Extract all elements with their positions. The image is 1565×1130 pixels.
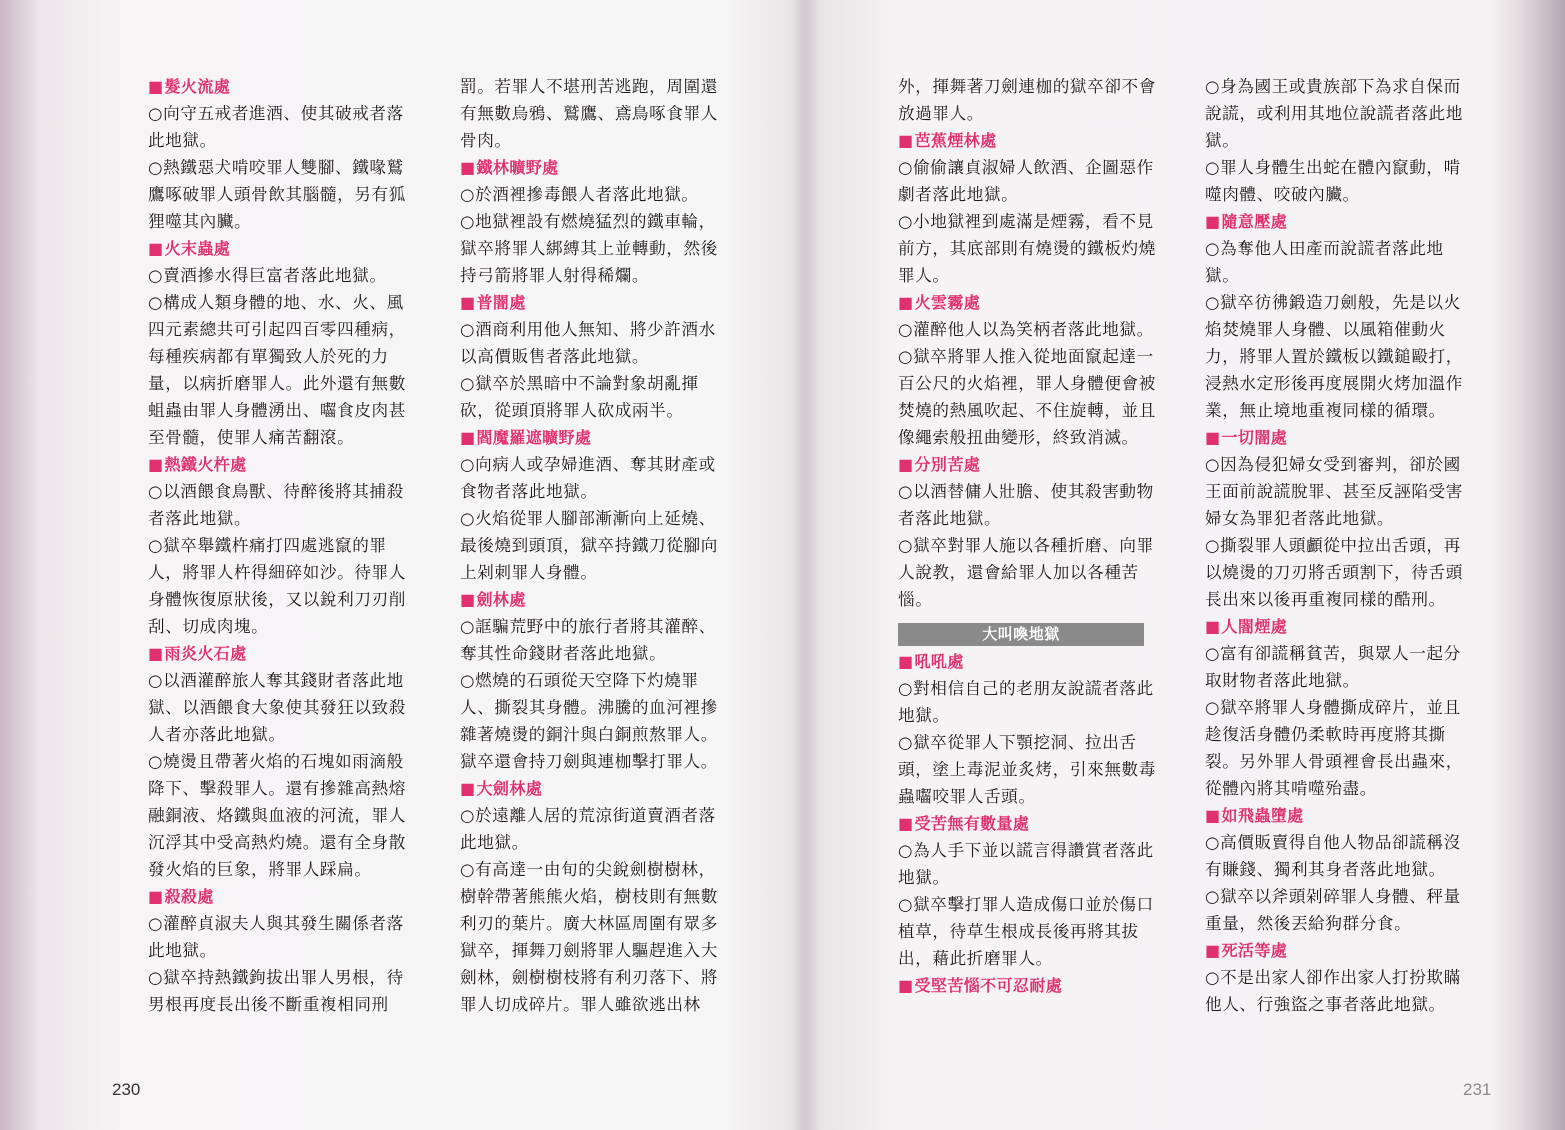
section-heading-text: 火雲霧處	[914, 293, 981, 312]
body-text-line: 裂。另外罪人骨頭裡會長出蟲來，	[1205, 752, 1463, 771]
body-text-line: 婦女為罪犯者落此地獄。	[1205, 509, 1395, 528]
square-bullet-icon: ■	[1205, 941, 1221, 960]
body-text-line: 獄。	[1205, 131, 1240, 150]
section-heading	[1205, 208, 1467, 235]
body-text-line: ○灌醉他人以為笑柄者落此地獄。	[898, 320, 1154, 339]
body-text-line: 劍林，劍樹樹枝將有利刃落下、將	[460, 968, 718, 987]
body-text-line: ○構成人類身體的地、水、火、風	[148, 293, 404, 312]
body-text-line: 發火焰的巨象，將罪人踩扁。	[148, 860, 372, 879]
body-text-line: 刮、切成肉塊。	[148, 617, 269, 636]
body-text-line: ○於遠離人居的荒涼街道賣酒者落	[460, 806, 716, 825]
section-heading	[898, 289, 1160, 316]
square-bullet-icon: ■	[148, 887, 164, 906]
body-text-line: 浸熱水定形後再度展開火烤加溫作	[1205, 374, 1463, 393]
body-text-line: 骨肉。	[460, 131, 512, 150]
body-text-line: ○於酒裡摻毒餵人者落此地獄。	[460, 185, 699, 204]
body-text-line: ○罪人身體生出蛇在體內竄動，啃	[1205, 158, 1461, 177]
body-text-line: 以高價販售者落此地獄。	[460, 347, 650, 366]
body-text-line: 罰。若罪人不堪刑苦逃跑，周圍還	[460, 77, 718, 96]
body-text-line: ○獄卒舉鐵杵痛打四處逃竄的罪	[148, 536, 387, 555]
body-text-line: 狸噬其內臟。	[148, 212, 252, 231]
body-text-line: 蛆蟲由罪人身體湧出、囓食皮肉甚	[148, 401, 406, 420]
square-bullet-icon: ■	[898, 976, 914, 995]
body-text-line: ○身為國王或貴族部下為求自保而	[1205, 77, 1461, 96]
body-text-line: ○燒燙且帶著火焰的石塊如雨滴般	[148, 752, 404, 771]
square-bullet-icon: ■	[898, 652, 914, 671]
square-bullet-icon: ■	[460, 779, 476, 798]
body-text-line: ○向守五戒者進酒、使其破戒者落	[148, 104, 404, 123]
body-text-line: ○地獄裡設有燃燒猛烈的鐵車輪，	[460, 212, 716, 231]
body-text-line: ○熱鐵惡犬啃咬罪人雙腳、鐵喙鷲	[148, 158, 404, 177]
body-text-line: ○火焰從罪人腳部漸漸向上延燒、	[460, 509, 716, 528]
body-text-line: 以燒燙的刀刃將舌頭割下，待舌頭	[1205, 563, 1463, 582]
body-text-line: 頭，塗上毒泥並炙烤，引來無數毒	[898, 760, 1156, 779]
body-text-line: 獄卒將罪人綁縛其上並轉動，然後	[460, 239, 718, 258]
right-page	[805, 0, 1565, 1130]
body-text-line: 奪其性命錢財者落此地獄。	[460, 644, 667, 663]
body-text-line: 雜著燒燙的銅汁與白銅煎熬罪人。	[460, 725, 718, 744]
body-text-line: 地獄。	[898, 706, 950, 725]
body-text-line: ○以酒替傭人壯膽、使其殺害動物	[898, 482, 1154, 501]
section-heading-text: 一切闇處	[1221, 428, 1288, 447]
body-text-line: 惱。	[898, 590, 933, 609]
body-text-line: ○以酒灌醉旅人奪其錢財者落此地	[148, 671, 404, 690]
body-text-line: 趁復活身體仍柔軟時再度將其撕	[1205, 725, 1446, 744]
body-text-line: ○獄卒於黑暗中不論對象胡亂揮	[460, 374, 699, 393]
square-bullet-icon: ■	[898, 131, 914, 150]
body-text-line: 從體內將其啃噬殆盡。	[1205, 779, 1377, 798]
section-heading	[460, 289, 722, 316]
left-page-column-1	[148, 73, 410, 1018]
square-bullet-icon: ■	[898, 814, 914, 833]
section-heading-text: 劍林處	[476, 590, 526, 609]
section-heading	[148, 451, 410, 478]
section-heading-text: 隨意壓處	[1221, 212, 1288, 231]
square-bullet-icon: ■	[148, 644, 164, 663]
body-text-line: ○灌醉貞淑夫人與其發生關係者落	[148, 914, 404, 933]
body-text-line: 王面前說謊脫罪、甚至反誣陷受害	[1205, 482, 1463, 501]
body-text-line: 每種疾病都有單獨致人於死的力	[148, 347, 389, 366]
section-heading-text: 雨炎火石處	[164, 644, 247, 663]
section-heading	[1205, 802, 1467, 829]
section-heading-text: 分別苦處	[914, 455, 981, 474]
body-text-line: 劇者落此地獄。	[898, 185, 1019, 204]
section-heading	[460, 586, 722, 613]
body-text-line: 利刃的葉片。廣大林區周圍有眾多	[460, 914, 718, 933]
section-heading-text: 鐵林曠野處	[476, 158, 559, 177]
body-text-line: 量，以病折磨罪人。此外還有無數	[148, 374, 406, 393]
section-heading-text: 芭蕉煙林處	[914, 131, 997, 150]
body-text-line: 有無數烏鴉、鷲鷹、鳶鳥啄食罪人	[460, 104, 718, 123]
section-heading-text: 如飛蟲墮處	[1221, 806, 1304, 825]
body-text-line: 有賺錢、獨利其身者落此地獄。	[1205, 860, 1446, 879]
body-text-line: 百公尺的火焰裡，罪人身體便會被	[898, 374, 1156, 393]
body-text-line: 此地獄。	[460, 833, 529, 852]
body-text-line: 獄、以酒餵食大象使其發狂以致殺	[148, 698, 406, 717]
square-bullet-icon: ■	[460, 428, 476, 447]
section-heading	[460, 154, 722, 181]
body-text-line: ○以酒餵食鳥獸、待醉後將其捕殺	[148, 482, 404, 501]
section-heading-text: 死活等處	[1221, 941, 1288, 960]
section-heading-text: 大劍林處	[476, 779, 543, 798]
body-text-line: 獄。	[1205, 266, 1240, 285]
section-heading-text: 閻魔羅遮曠野處	[476, 428, 592, 447]
section-heading	[148, 883, 410, 910]
body-text-line: ○獄卒將罪人身體撕成碎片，並且	[1205, 698, 1461, 717]
section-heading-text: 火末蟲處	[164, 239, 231, 258]
right-page-column-2	[1205, 73, 1467, 1018]
body-text-line: 四元素總共可引起四百零四種病，	[148, 320, 406, 339]
body-text-line: 蟲囓咬罪人舌頭。	[898, 787, 1036, 806]
body-text-line: 噬肉體、咬破內臟。	[1205, 185, 1360, 204]
section-heading	[898, 810, 1160, 837]
body-text-line: 者落此地獄。	[898, 509, 1002, 528]
body-text-line: 取財物者落此地獄。	[1205, 671, 1360, 690]
body-text-line: ○撕裂罪人頭顱從中拉出舌頭，再	[1205, 536, 1461, 555]
square-bullet-icon: ■	[460, 590, 476, 609]
section-heading-text: 受堅苦惱不可忍耐處	[914, 976, 1063, 995]
chapter-band-title: 大叫喚地獄	[898, 623, 1144, 646]
body-text-line: ○不是出家人卻作出家人打扮欺瞞	[1205, 968, 1461, 987]
body-text-line: ○獄卒彷彿鍛造刀劍般，先是以火	[1205, 293, 1461, 312]
body-text-line: 砍，從頭頂將罪人砍成兩半。	[460, 401, 684, 420]
body-text-line: ○獄卒將罪人推入從地面竄起達一	[898, 347, 1154, 366]
square-bullet-icon: ■	[148, 239, 164, 258]
section-heading	[898, 451, 1160, 478]
body-text-line: 放過罪人。	[898, 104, 984, 123]
section-heading-text: 吼吼處	[914, 652, 964, 671]
body-text-line: 人、撕裂其身體。沸騰的血河裡摻	[460, 698, 718, 717]
body-text-line: ○獄卒持熱鐵鉤拔出罪人男根，待	[148, 968, 404, 987]
body-text-line: ○獄卒以斧頭剁碎罪人身體、秤量	[1205, 887, 1461, 906]
body-text-line: 融銅液、烙鐵與血液的河流，罪人	[148, 806, 406, 825]
square-bullet-icon: ■	[1205, 428, 1221, 447]
body-text-line: 降下、擊殺罪人。還有摻雜高熱熔	[148, 779, 406, 798]
body-text-line: 力，將罪人置於鐵板以鐵鎚毆打，	[1205, 347, 1463, 366]
spacer	[898, 613, 1160, 621]
body-text-line: 外，揮舞著刀劍連枷的獄卒卻不會	[898, 77, 1156, 96]
square-bullet-icon: ■	[898, 455, 914, 474]
square-bullet-icon: ■	[1205, 212, 1221, 231]
square-bullet-icon: ■	[460, 158, 476, 177]
body-text-line: 地獄。	[898, 868, 950, 887]
body-text-line: 男根再度長出後不斷重複相同刑	[148, 995, 389, 1014]
body-text-line: 身體恢復原狀後，又以銳利刀刃削	[148, 590, 406, 609]
body-text-line: ○為人手下並以謊言得讚賞者落此	[898, 841, 1154, 860]
square-bullet-icon: ■	[1205, 617, 1221, 636]
left-page-column-2	[460, 73, 722, 1018]
body-text-line: 罪人。	[898, 266, 950, 285]
body-text-line: ○獄卒對罪人施以各種折磨、向罪	[898, 536, 1154, 555]
right-page-column-1	[898, 73, 1160, 999]
section-heading-text: 受苦無有數量處	[914, 814, 1030, 833]
section-heading	[148, 640, 410, 667]
body-text-line: ○高價販賣得自他人物品卻謊稱沒	[1205, 833, 1461, 852]
section-heading	[898, 972, 1160, 999]
section-heading	[898, 648, 1160, 675]
body-text-line: 罪人切成碎片。罪人雖欲逃出林	[460, 995, 701, 1014]
body-text-line: 獄卒，揮舞刀劍將罪人驅趕進入大	[460, 941, 718, 960]
body-text-line: 獄卒還會持刀劍與連枷擊打罪人。	[460, 752, 718, 771]
section-heading	[148, 235, 410, 262]
body-text-line: ○獄卒從罪人下顎挖洞、拉出舌	[898, 733, 1137, 752]
square-bullet-icon: ■	[148, 77, 164, 96]
body-text-line: 焚燒的熱風吹起、不住旋轉，並且	[898, 401, 1156, 420]
section-heading	[148, 73, 410, 100]
section-heading	[1205, 424, 1467, 451]
body-text-line: ○向病人或孕婦進酒、奪其財產或	[460, 455, 716, 474]
body-text-line: 最後燒到頭頂，獄卒持鐵刀從腳向	[460, 536, 718, 555]
body-text-line: 焰焚燒罪人身體、以風箱催動火	[1205, 320, 1446, 339]
section-heading-text: 普闇處	[476, 293, 526, 312]
body-text-line: 植草，待草生根成長後再將其拔	[898, 922, 1139, 941]
body-text-line: 上剁刺罪人身體。	[460, 563, 598, 582]
section-heading	[460, 424, 722, 451]
body-text-line: 重量，然後丟給狗群分食。	[1205, 914, 1412, 933]
body-text-line: 前方，其底部則有燒燙的鐵板灼燒	[898, 239, 1156, 258]
body-text-line: 人，將罪人杵得細碎如沙。待罪人	[148, 563, 406, 582]
body-text-line: ○獄卒擊打罪人造成傷口並於傷口	[898, 895, 1154, 914]
section-heading-text: 人闇煙處	[1221, 617, 1288, 636]
body-text-line: 沉浮其中受高熱灼燒。還有全身散	[148, 833, 406, 852]
body-text-line: 樹幹帶著熊熊火焰，樹枝則有無數	[460, 887, 718, 906]
body-text-line: 食物者落此地獄。	[460, 482, 598, 501]
body-text-line: ○誆騙荒野中的旅行者將其灌醉、	[460, 617, 716, 636]
page-number: 231	[1463, 1080, 1492, 1099]
body-text-line: 業，無止境地重複同樣的循環。	[1205, 401, 1446, 420]
section-heading	[1205, 937, 1467, 964]
body-text-line: ○賣酒摻水得巨富者落此地獄。	[148, 266, 387, 285]
body-text-line: 此地獄。	[148, 941, 217, 960]
section-heading-text: 熱鐵火杵處	[164, 455, 247, 474]
body-text-line: ○偷偷讓貞淑婦人飲酒、企圖惡作	[898, 158, 1154, 177]
page-number: 230	[112, 1080, 141, 1099]
section-heading-text: 髮火流處	[164, 77, 231, 96]
body-text-line: 至骨髓，使罪人痛苦翻滾。	[148, 428, 355, 447]
body-text-line: 此地獄。	[148, 131, 217, 150]
body-text-line: 出，藉此折磨罪人。	[898, 949, 1053, 968]
square-bullet-icon: ■	[460, 293, 476, 312]
body-text-line: ○對相信自己的老朋友說謊者落此	[898, 679, 1154, 698]
body-text-line: ○小地獄裡到處滿是煙霧，看不見	[898, 212, 1154, 231]
square-bullet-icon: ■	[898, 293, 914, 312]
body-text-line: ○因為侵犯婦女受到審判，卻於國	[1205, 455, 1461, 474]
square-bullet-icon: ■	[1205, 806, 1221, 825]
body-text-line: ○燃燒的石頭從天空降下灼燒罪	[460, 671, 699, 690]
body-text-line: 他人、行強盜之事者落此地獄。	[1205, 995, 1446, 1014]
section-heading	[898, 127, 1160, 154]
section-heading	[1205, 613, 1467, 640]
body-text-line: 者落此地獄。	[148, 509, 252, 528]
body-text-line: 持弓箭將罪人射得稀爛。	[460, 266, 650, 285]
body-text-line: ○富有卻謊稱貧苦，與眾人一起分	[1205, 644, 1461, 663]
section-heading-text: 殺殺處	[164, 887, 214, 906]
square-bullet-icon: ■	[148, 455, 164, 474]
body-text-line: 鷹啄破罪人頭骨飲其腦髓，另有狐	[148, 185, 406, 204]
body-text-line: ○為奪他人田產而說謊者落此地	[1205, 239, 1444, 258]
body-text-line: ○有高達一由旬的尖銳劍樹樹林，	[460, 860, 716, 879]
body-text-line: 長出來以後再重複同樣的酷刑。	[1205, 590, 1446, 609]
section-heading	[460, 775, 722, 802]
body-text-line: 人者亦落此地獄。	[148, 725, 286, 744]
body-text-line: 說謊，或利用其地位說謊者落此地	[1205, 104, 1463, 123]
body-text-line: 人說教，還會給罪人加以各種苦	[898, 563, 1139, 582]
body-text-line: ○酒商利用他人無知、將少許酒水	[460, 320, 716, 339]
body-text-line: 像繩索般扭曲變形，終致消滅。	[898, 428, 1139, 447]
